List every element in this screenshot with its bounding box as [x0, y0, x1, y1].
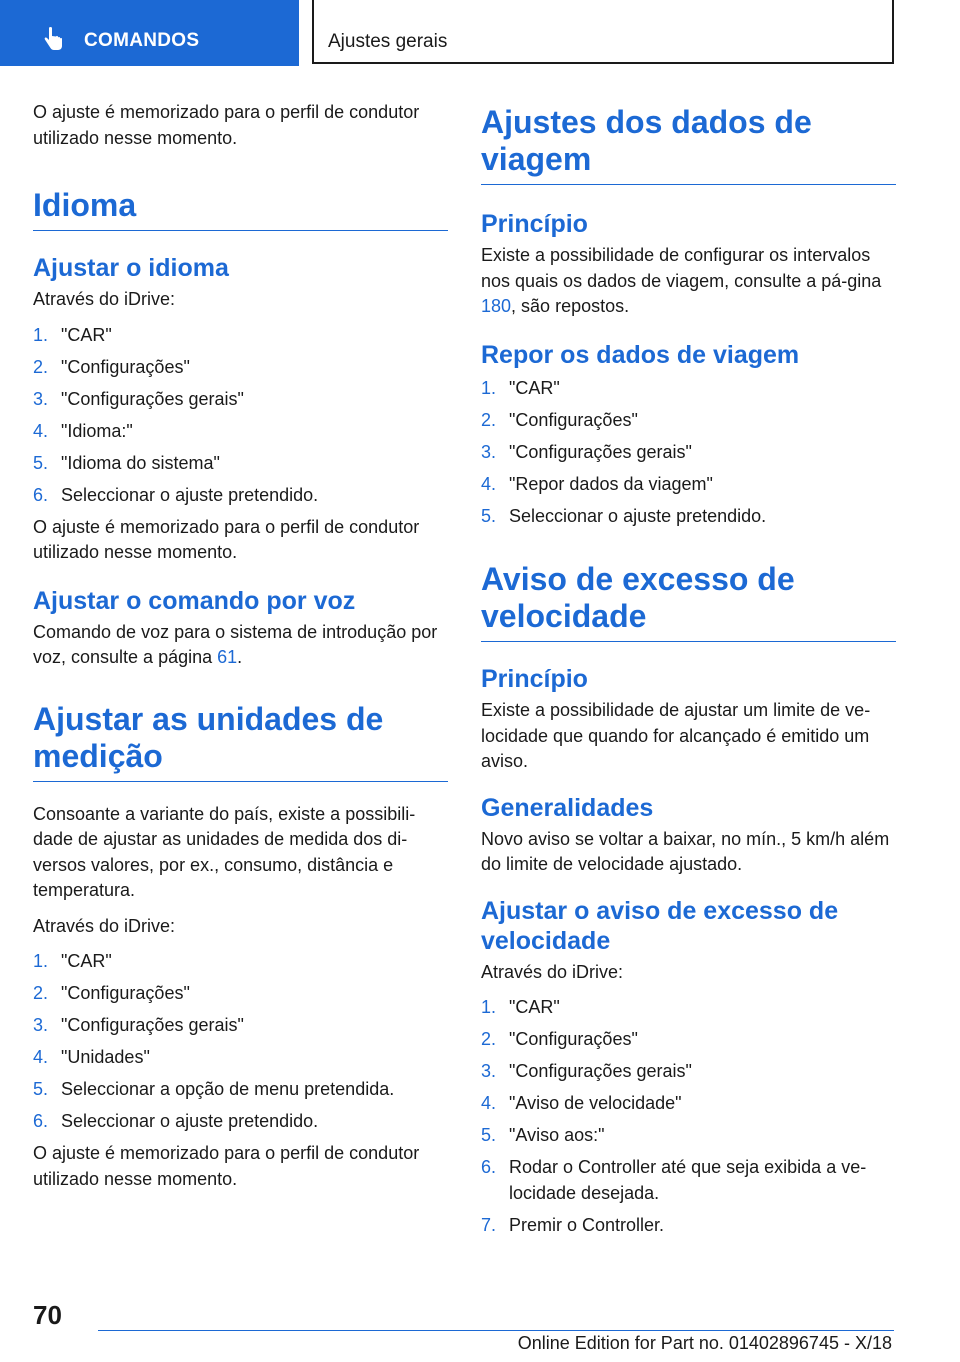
unidades-paragraph: Consoante a variante do país, existe a possibili-dade de ajustar as unidades de medida dos di-versos valores, por ex., consumo, distância e temperatura.	[33, 803, 416, 900]
list-item: 2. "Configurações"	[481, 1029, 638, 1049]
heading-ajustar-idioma: Ajustar o idioma	[33, 254, 229, 282]
footer-edition: Online Edition for Part no. 01402896745 - X/18	[517, 1333, 892, 1353]
idrive-intro: Através do iDrive:	[33, 915, 176, 936]
list-item: 3. "Configurações gerais"	[481, 1061, 692, 1081]
intro-paragraph: O ajuste é memorizado para o perfil de condutor utilizado nesse momento.	[33, 102, 420, 148]
generalidades-paragraph: Novo aviso se voltar a baixar, no mín., 5 km/h além do limite de velocidade ajustado.	[481, 828, 890, 874]
list-item: 5. Seleccionar o ajuste pretendido.	[481, 505, 767, 526]
list-item: 5. "Idioma do sistema"	[33, 452, 220, 473]
left-column	[33, 100, 448, 1202]
list-item: 5. Seleccionar a opção de menu pretendida.	[33, 1079, 395, 1099]
heading-repor-dados: Repor os dados de viagem	[481, 340, 800, 369]
principio-viagem-paragraph: Existe a possibilidade de configurar os intervalos nos quais os dados de viagem, consulte a pá-gina 180, são repostos.	[481, 245, 882, 316]
heading-idioma: Idioma	[33, 187, 448, 231]
list-item: 5. "Aviso aos:"	[481, 1125, 605, 1145]
heading-dados-viagem: Ajustes dos dados de viagem	[481, 104, 896, 185]
page-number: 70	[33, 1300, 62, 1330]
chapter-tab[interactable]	[0, 0, 299, 66]
right-column	[481, 104, 896, 1245]
list-item: 4. "Idioma:"	[33, 420, 133, 441]
list-item: 3. "Configurações gerais"	[481, 441, 692, 462]
voz-paragraph: Comando de voz para o sistema de introdução por voz, consulte a página 61.	[33, 621, 438, 667]
idioma-note: O ajuste é memorizado para o perfil de condutor utilizado nesse momento.	[33, 516, 420, 562]
list-item: 1. "CAR"	[481, 997, 560, 1017]
idioma-steps	[33, 323, 448, 509]
list-item: 6. Rodar o Controller até que seja exibida a ve-locidade desejada.	[481, 1157, 867, 1203]
touch-hand-icon	[40, 26, 66, 52]
list-item: 1. "CAR"	[33, 951, 112, 971]
section-title: Ajustes gerais	[328, 31, 448, 52]
unidades-steps	[33, 949, 448, 1135]
list-item: 2. "Configurações"	[481, 409, 638, 430]
list-item: 4. "Unidades"	[33, 1047, 150, 1067]
list-item: 2. "Configurações"	[33, 356, 190, 377]
footer-divider	[98, 1330, 894, 1331]
list-item: 3. "Configurações gerais"	[33, 388, 244, 409]
section-header	[312, 0, 894, 64]
heading-ajustar-aviso: Ajustar o aviso de excesso de velocidade	[481, 896, 839, 955]
principio-aviso-paragraph: Existe a possibilidade de ajustar um limite de ve-locidade que quando for alcançado é emitido um aviso.	[481, 700, 871, 771]
heading-unidades: Ajustar as unidades de medição	[33, 701, 448, 782]
heading-aviso-velocidade: Aviso de excesso de velocidade	[481, 561, 896, 642]
list-item: 1. "CAR"	[481, 377, 560, 398]
heading-principio-aviso: Princípio	[481, 665, 588, 693]
repor-steps	[481, 376, 896, 530]
heading-principio-viagem: Princípio	[481, 210, 588, 238]
unidades-note: O ajuste é memorizado para o perfil de condutor utilizado nesse momento.	[33, 1143, 420, 1189]
idrive-intro: Através do iDrive:	[481, 961, 624, 982]
list-item: 4. "Aviso de velocidade"	[481, 1093, 682, 1113]
list-item: 3. "Configurações gerais"	[33, 1015, 244, 1035]
aviso-steps	[481, 995, 896, 1238]
page-link[interactable]: 180	[481, 296, 512, 316]
page-link[interactable]: 61	[217, 647, 238, 667]
list-item: 1. "CAR"	[33, 324, 112, 345]
list-item: 6. Seleccionar o ajuste pretendido.	[33, 1111, 319, 1131]
list-item: 7. Premir o Controller.	[481, 1214, 665, 1235]
heading-generalidades: Generalidades	[481, 793, 654, 822]
list-item: 6. Seleccionar o ajuste pretendido.	[33, 484, 319, 505]
idrive-intro: Através do iDrive:	[33, 289, 176, 309]
list-item: 4. "Repor dados da viagem"	[481, 473, 713, 494]
list-item: 2. "Configurações"	[33, 983, 190, 1003]
heading-comando-voz: Ajustar o comando por voz	[33, 586, 356, 615]
chapter-tab-label: COMANDOS	[84, 30, 200, 51]
